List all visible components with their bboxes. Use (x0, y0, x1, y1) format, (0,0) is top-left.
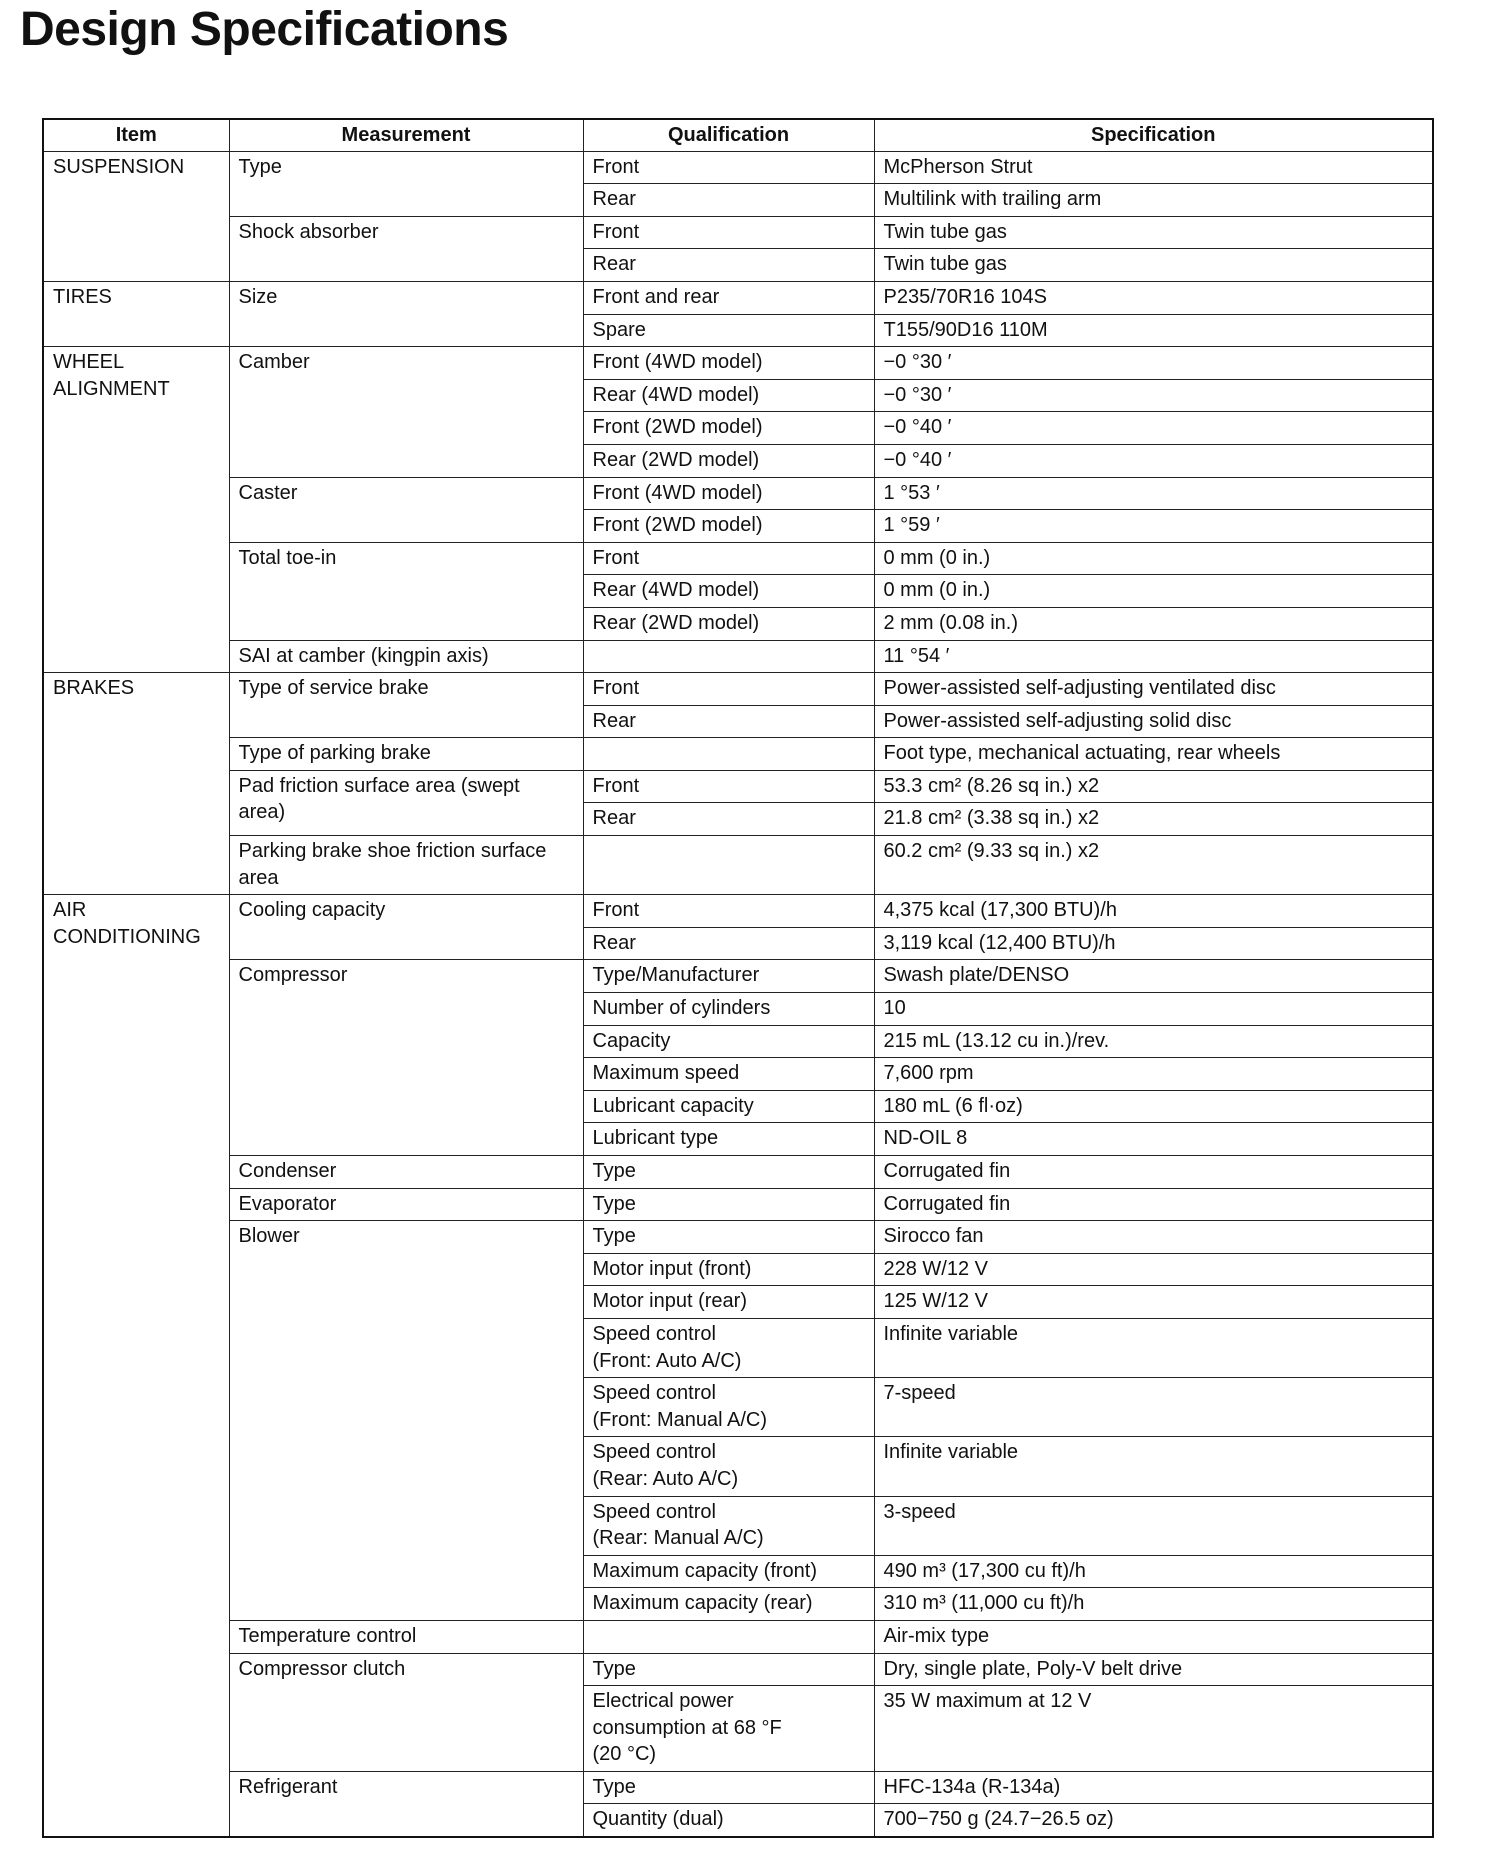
specification-cell: 0 mm (0 in.) (874, 542, 1433, 575)
specification-cell: Corrugated fin (874, 1188, 1433, 1221)
qualification-cell: Front (583, 542, 874, 575)
measurement-cell: Compressor (229, 960, 583, 1156)
measurement-cell: Caster (229, 477, 583, 542)
specification-cell: 53.3 cm² (8.26 sq in.) x2 (874, 770, 1433, 803)
specification-cell: 0 mm (0 in.) (874, 575, 1433, 608)
measurement-cell: Refrigerant (229, 1771, 583, 1837)
specification-cell: Twin tube gas (874, 249, 1433, 282)
specification-cell: T155/90D16 110M (874, 314, 1433, 347)
qualification-cell: Type (583, 1188, 874, 1221)
header-measurement: Measurement (229, 119, 583, 151)
specification-cell: 125 W/12 V (874, 1286, 1433, 1319)
table-row (43, 770, 1433, 803)
table-row (43, 1653, 1433, 1686)
table-header-row (43, 119, 1433, 151)
qualification-cell: Rear (4WD model) (583, 575, 874, 608)
qualification-cell (583, 1620, 874, 1653)
measurement-cell: Type of service brake (229, 673, 583, 738)
qualification-cell: Front (583, 673, 874, 706)
qualification-cell: Front (583, 151, 874, 184)
specification-cell: Twin tube gas (874, 216, 1433, 249)
qualification-cell: Front (583, 895, 874, 928)
table-row (43, 216, 1433, 249)
qualification-cell: Rear (583, 927, 874, 960)
qualification-cell: Front (583, 216, 874, 249)
specification-cell: Air-mix type (874, 1620, 1433, 1653)
qualification-cell: Rear (583, 705, 874, 738)
specification-cell: 10 (874, 993, 1433, 1026)
specification-cell: 1 °59 ′ (874, 510, 1433, 543)
qualification-cell: Rear (583, 803, 874, 836)
qualification-cell (583, 738, 874, 771)
qualification-cell: Motor input (front) (583, 1253, 874, 1286)
specification-cell: Dry, single plate, Poly-V belt drive (874, 1653, 1433, 1686)
specification-cell: 7,600 rpm (874, 1058, 1433, 1091)
table-row (43, 640, 1433, 673)
measurement-cell: Evaporator (229, 1188, 583, 1221)
qualification-cell: Rear (2WD model) (583, 444, 874, 477)
qualification-cell: Capacity (583, 1025, 874, 1058)
specification-cell: Sirocco fan (874, 1221, 1433, 1254)
specification-cell: −0 °30 ′ (874, 379, 1433, 412)
table-row (43, 1156, 1433, 1189)
qualification-cell: Maximum speed (583, 1058, 874, 1091)
measurement-cell: Compressor clutch (229, 1653, 583, 1771)
specification-cell: 21.8 cm² (3.38 sq in.) x2 (874, 803, 1433, 836)
specification-cell: Infinite variable (874, 1318, 1433, 1377)
table-row (43, 1221, 1433, 1254)
specification-cell: −0 °40 ′ (874, 412, 1433, 445)
measurement-cell: Camber (229, 347, 583, 477)
table-row (43, 1620, 1433, 1653)
qualification-cell: Speed control (Front: Manual A/C) (583, 1378, 874, 1437)
specification-cell: −0 °30 ′ (874, 347, 1433, 380)
qualification-cell: Lubricant capacity (583, 1090, 874, 1123)
specification-cell: 2 mm (0.08 in.) (874, 607, 1433, 640)
qualification-cell: Speed control (Front: Auto A/C) (583, 1318, 874, 1377)
measurement-cell: Type (229, 151, 583, 216)
qualification-cell: Quantity (dual) (583, 1804, 874, 1837)
table-row (43, 836, 1433, 895)
qualification-cell: Maximum capacity (rear) (583, 1588, 874, 1621)
measurement-cell: SAI at camber (kingpin axis) (229, 640, 583, 673)
specification-cell: 3,119 kcal (12,400 BTU)/h (874, 927, 1433, 960)
specification-cell: Multilink with trailing arm (874, 184, 1433, 217)
specification-cell: 700−750 g (24.7−26.5 oz) (874, 1804, 1433, 1837)
specification-cell: HFC-134a (R-134a) (874, 1771, 1433, 1804)
specification-cell: ND-OIL 8 (874, 1123, 1433, 1156)
table-row (43, 738, 1433, 771)
qualification-cell: Electrical power consumption at 68 °F (20 °C) (583, 1686, 874, 1772)
qualification-cell: Front (583, 770, 874, 803)
page-title: Design Specifications (20, 3, 509, 56)
specification-cell: 180 mL (6 fl·oz) (874, 1090, 1433, 1123)
header-qualification: Qualification (583, 119, 874, 151)
header-specification: Specification (874, 119, 1433, 151)
specification-cell: McPherson Strut (874, 151, 1433, 184)
table-row (43, 673, 1433, 706)
specification-cell: 310 m³ (11,000 cu ft)/h (874, 1588, 1433, 1621)
qualification-cell: Rear (583, 184, 874, 217)
item-cell: TIRES (43, 281, 229, 346)
qualification-cell: Type (583, 1221, 874, 1254)
item-cell: WHEEL ALIGNMENT (43, 347, 229, 673)
table-row (43, 477, 1433, 510)
qualification-cell: Rear (583, 249, 874, 282)
measurement-cell: Size (229, 281, 583, 346)
specification-cell: 11 °54 ′ (874, 640, 1433, 673)
spec-table (42, 118, 1434, 1838)
specification-cell: 35 W maximum at 12 V (874, 1686, 1433, 1772)
qualification-cell: Type/Manufacturer (583, 960, 874, 993)
measurement-cell: Temperature control (229, 1620, 583, 1653)
table-row (43, 1771, 1433, 1804)
measurement-cell: Blower (229, 1221, 583, 1621)
specification-cell: Infinite variable (874, 1437, 1433, 1496)
specification-cell: Swash plate/DENSO (874, 960, 1433, 993)
qualification-cell: Spare (583, 314, 874, 347)
qualification-cell: Front (2WD model) (583, 412, 874, 445)
table-row (43, 151, 1433, 184)
qualification-cell: Type (583, 1771, 874, 1804)
qualification-cell: Maximum capacity (front) (583, 1555, 874, 1588)
qualification-cell (583, 836, 874, 895)
measurement-cell: Condenser (229, 1156, 583, 1189)
qualification-cell: Front (4WD model) (583, 347, 874, 380)
item-cell: AIR CONDITIONING (43, 895, 229, 1837)
qualification-cell: Speed control (Rear: Manual A/C) (583, 1496, 874, 1555)
qualification-cell: Front and rear (583, 281, 874, 314)
table-row (43, 281, 1433, 314)
qualification-cell: Rear (2WD model) (583, 607, 874, 640)
qualification-cell: Type (583, 1653, 874, 1686)
table-row (43, 960, 1433, 993)
specification-cell: 490 m³ (17,300 cu ft)/h (874, 1555, 1433, 1588)
qualification-cell: Speed control (Rear: Auto A/C) (583, 1437, 874, 1496)
qualification-cell: Rear (4WD model) (583, 379, 874, 412)
specification-cell: 7-speed (874, 1378, 1433, 1437)
specification-cell: 215 mL (13.12 cu in.)/rev. (874, 1025, 1433, 1058)
specification-cell: Power-assisted self-adjusting ventilated disc (874, 673, 1433, 706)
specification-cell: 4,375 kcal (17,300 BTU)/h (874, 895, 1433, 928)
specification-cell: 60.2 cm² (9.33 sq in.) x2 (874, 836, 1433, 895)
measurement-cell: Pad friction surface area (swept area) (229, 770, 583, 835)
specification-cell: P235/70R16 104S (874, 281, 1433, 314)
item-cell: SUSPENSION (43, 151, 229, 281)
specification-cell: Corrugated fin (874, 1156, 1433, 1189)
specification-cell: Foot type, mechanical actuating, rear wheels (874, 738, 1433, 771)
measurement-cell: Type of parking brake (229, 738, 583, 771)
qualification-cell (583, 640, 874, 673)
qualification-cell: Front (2WD model) (583, 510, 874, 543)
specification-cell: 3-speed (874, 1496, 1433, 1555)
table-row (43, 1188, 1433, 1221)
qualification-cell: Motor input (rear) (583, 1286, 874, 1319)
measurement-cell: Parking brake shoe friction surface area (229, 836, 583, 895)
qualification-cell: Front (4WD model) (583, 477, 874, 510)
measurement-cell: Cooling capacity (229, 895, 583, 960)
measurement-cell: Shock absorber (229, 216, 583, 281)
qualification-cell: Number of cylinders (583, 993, 874, 1026)
item-cell: BRAKES (43, 673, 229, 895)
specification-cell: Power-assisted self-adjusting solid disc (874, 705, 1433, 738)
specification-cell: 1 °53 ′ (874, 477, 1433, 510)
header-item: Item (43, 119, 229, 151)
table-row (43, 542, 1433, 575)
measurement-cell: Total toe-in (229, 542, 583, 640)
qualification-cell: Type (583, 1156, 874, 1189)
table-row (43, 347, 1433, 380)
specification-cell: 228 W/12 V (874, 1253, 1433, 1286)
qualification-cell: Lubricant type (583, 1123, 874, 1156)
specification-cell: −0 °40 ′ (874, 444, 1433, 477)
table-row (43, 895, 1433, 928)
